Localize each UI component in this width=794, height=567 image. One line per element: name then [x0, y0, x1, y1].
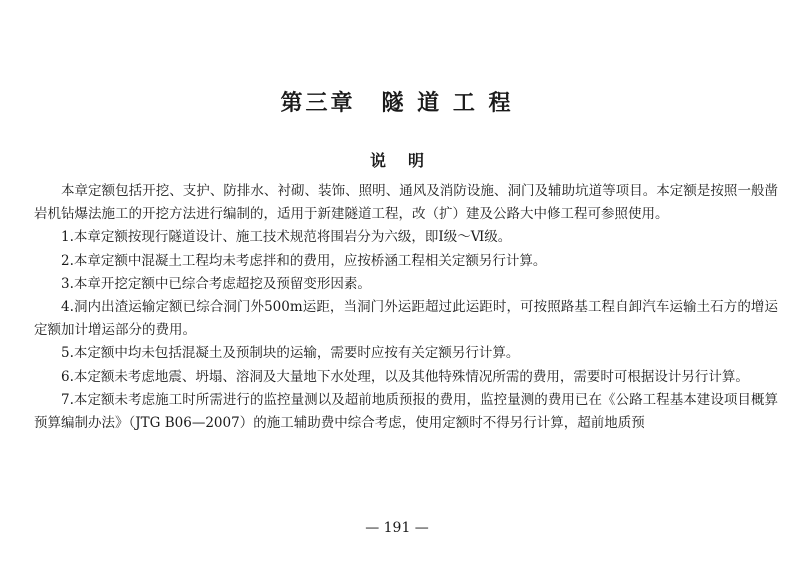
clause-4: 4.洞内出渣运输定额已综合洞门外500m运距，当洞门外运距超过此运距时，可按照路基工程自卸汽车运输土石方的增运定额加计增运部分的费用。 [34, 299, 778, 339]
body-text [34, 180, 778, 435]
chapter-title [0, 86, 794, 117]
chapter-number: 第三章 [280, 91, 356, 116]
clause-2: 2.本章定额中混凝土工程均未考虑拌和的费用，应按桥涵工程相关定额另行计算。 [61, 252, 547, 269]
clause-7: 7.本定额未考虑施工时所需进行的监控量测以及超前地质预报的费用，监控量测的费用已在《公路工程基本建设项目概算预算编制办法》（JTG B06—2007）的施工辅助费中综合考虑，使用定额时不得另行计算，超前地质预 [34, 391, 778, 432]
section-title: 说明 [369, 151, 446, 170]
clause-3: 3.本章开挖定额中已综合考虑超挖及预留变形因素。 [61, 275, 371, 292]
clause-5: 5.本定额中均未包括混凝土及预制块的运输，需要时应按有关定额另行计算。 [61, 345, 520, 362]
page-number: — 191 — [365, 520, 429, 536]
clause-6: 6.本定额未考虑地震、坍塌、溶洞及大量地下水处理，以及其他特殊情况所需的费用，需要时可根据设计另行计算。 [61, 368, 749, 385]
intro-paragraph: 本章定额包括开挖、支护、防排水、衬砌、装饰、照明、通风及消防设施、洞门及辅助坑道等项目。本定额是按照一般凿岩机钻爆法施工的开挖方法进行编制的，适用于新建隧道工程，改（扩）建及公路大中修工程可参照使用。 [34, 183, 778, 223]
clause-1: 1.本章定额按现行隧道设计、施工技术规范将围岩分为六级，即Ⅰ级～Ⅵ级。 [61, 229, 512, 246]
chapter-name: 隧 道 工 程 [381, 91, 514, 116]
